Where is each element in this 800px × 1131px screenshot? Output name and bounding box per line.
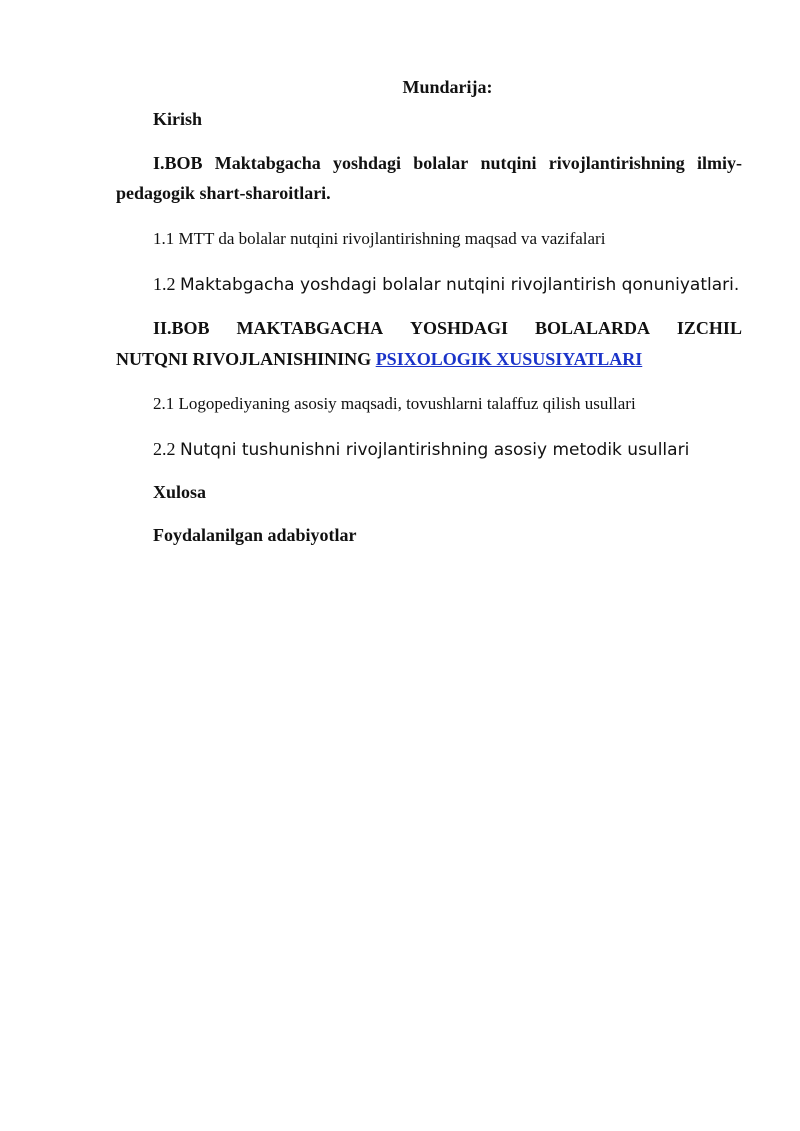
- toc-chapter-2-line-1: [116, 311, 742, 345]
- toc-section-1-1: 1.1 MTT da bolalar nutqini rivojlantirishning maqsad va vazifalari: [153, 229, 606, 248]
- toc-chapter-1-line-2: pedagogik shart-sharoitlari.: [116, 183, 331, 203]
- toc-chapter-2-word: MAKTABGACHA: [236, 318, 384, 338]
- toc-chapter-1-word: ilmiy-: [696, 153, 742, 173]
- toc-chapter-2-line-2: [116, 342, 742, 376]
- toc-chapter-2-word: II.BOB: [153, 318, 210, 338]
- toc-chapter-2-text: NUTQNI RIVOJLANISHINING: [116, 349, 376, 369]
- toc-item-conclusion: Xulosa: [153, 482, 207, 502]
- toc-chapter-1-word: yoshdagi: [332, 153, 402, 173]
- toc-item-references: Foydalanilgan adabiyotlar: [153, 525, 357, 545]
- toc-chapter-1-word: nutqini: [480, 153, 537, 173]
- toc-chapter-2-word: BOLALARDA: [534, 318, 650, 338]
- toc-title: Mundarija:: [402, 77, 493, 97]
- toc-chapter-1-word: bolalar: [413, 153, 469, 173]
- toc-chapter-1-word: I.BOB: [153, 153, 203, 173]
- toc-chapter-2-word: IZCHIL: [676, 318, 742, 338]
- toc-section-1-2-text: Maktabgacha yoshdagi bolalar nutqini rivojlantirish qonuniyatlari.: [180, 275, 740, 295]
- toc-chapter-1-word: Maktabgacha: [214, 153, 321, 173]
- toc-section-1-2-number: 1.2: [153, 274, 180, 294]
- toc-chapter-2-link[interactable]: PSIXOLOGIK XUSUSIYATLARI: [375, 349, 643, 369]
- toc-section-2-2: [116, 432, 779, 467]
- toc-section-2-2-number: 2.2: [153, 439, 180, 459]
- toc-section-2-2-text: Nutqni tushunishni rivojlantirishning asosiy metodik usullari: [180, 440, 690, 460]
- toc-chapter-1-word: rivojlantirishning: [548, 153, 685, 173]
- toc-item-intro: Kirish: [153, 109, 203, 129]
- toc-chapter-2-word: YOSHDAGI: [410, 318, 509, 338]
- toc-chapter-1-line-1: [116, 146, 742, 180]
- toc-section-2-1: 2.1 Logopediyaning asosiy maqsadi, tovushlarni talaffuz qilish usullari: [153, 394, 636, 413]
- toc-section-1-2: [116, 267, 779, 302]
